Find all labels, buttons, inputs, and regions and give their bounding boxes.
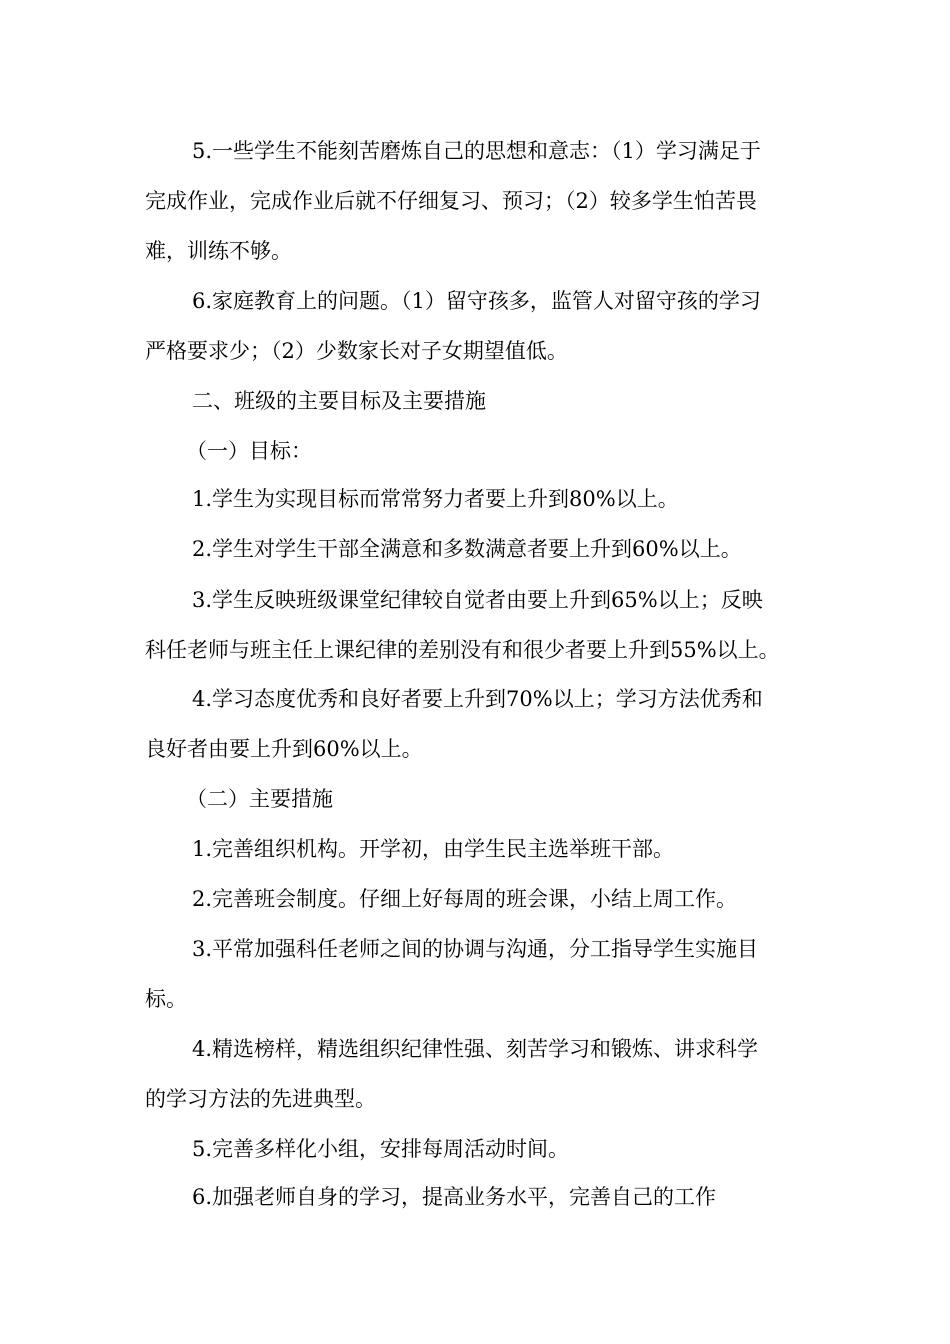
text-line: 2.学生对学生干部全满意和多数满意者要上升到60%以上。 bbox=[192, 537, 742, 561]
text-line: 完成作业，完成作业后就不仔细复习、预习；（2）较多学生怕苦畏 bbox=[145, 189, 757, 213]
text-line: 1.完善组织机构。开学初，由学生民主选举班干部。 bbox=[192, 837, 675, 861]
text-line: 科任老师与班主任上课纪律的差别没有和很少者要上升到55%以上。 bbox=[145, 638, 780, 662]
text-line: 6.家庭教育上的问题。（1）留守孩多，监管人对留守孩的学习 bbox=[192, 289, 761, 313]
text-line: 难，训练不够。 bbox=[145, 239, 292, 263]
text-line: 3.学生反映班级课堂纪律较自觉者由要上升到65%以上；反映 bbox=[192, 588, 763, 612]
text-line: 3.平常加强科任老师之间的协调与沟通，分工指导学生实施目 bbox=[192, 937, 759, 961]
section-heading: 二、班级的主要目标及主要措施 bbox=[192, 389, 486, 413]
text-line: 严格要求少；（2）少数家长对子女期望值低。 bbox=[145, 339, 568, 363]
text-line: 4.学习态度优秀和良好者要上升到70%以上；学习方法优秀和 bbox=[192, 687, 763, 711]
text-line: 5.一些学生不能刻苦磨炼自己的思想和意志：（1）学习满足于 bbox=[192, 139, 761, 163]
text-line: 4.精选榜样，精选组织纪律性强、刻苦学习和锻炼、讲求科学 bbox=[192, 1037, 759, 1061]
text-line: 6.加强老师自身的学习，提高业务水平，完善自己的工作 bbox=[192, 1185, 717, 1209]
subsection-heading: （一）目标： bbox=[186, 439, 312, 463]
subsection-heading: （二）主要措施 bbox=[186, 787, 333, 811]
text-line: 5.完善多样化小组，安排每周活动时间。 bbox=[192, 1137, 570, 1161]
text-line: 良好者由要上升到60%以上。 bbox=[145, 737, 423, 761]
text-line: 1.学生为实现目标而常常努力者要上升到80%以上。 bbox=[192, 487, 679, 511]
text-line: 2.完善班会制度。仔细上好每周的班会课，小结上周工作。 bbox=[192, 887, 738, 911]
text-line: 的学习方法的先进典型。 bbox=[145, 1087, 376, 1111]
text-line: 标。 bbox=[145, 987, 187, 1011]
